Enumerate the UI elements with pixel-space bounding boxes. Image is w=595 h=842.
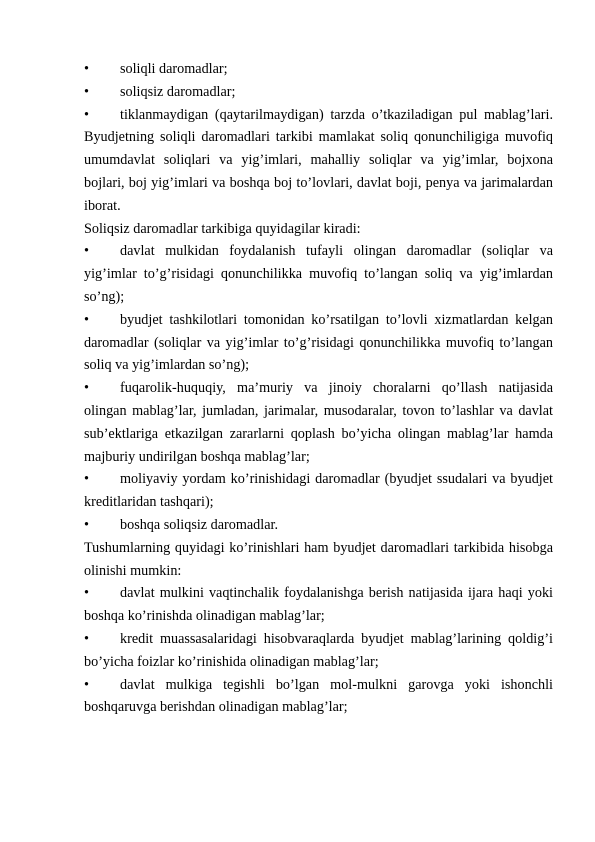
bullet-list-item	[84, 582, 553, 628]
list-item-text: moliyaviy yordam ko’rinishidagi daromadlar (byudjet ssudalari va byudjet kreditlaridan tashqari);	[84, 471, 553, 511]
bullet-glyph: •	[84, 380, 89, 397]
bullet-list-item	[84, 468, 553, 514]
bullet-glyph: •	[84, 106, 89, 123]
bullet-list-item	[84, 240, 553, 308]
list-item-text: soliqli daromadlar;	[120, 61, 228, 77]
bullet-list-item	[84, 514, 553, 537]
bullet-glyph: •	[84, 243, 89, 260]
list-item-text: tiklanmaydigan (qaytarilmaydigan) tarzda o’tkaziladigan pul mablag’lari. Byudjetning soliqli daromadlari tarkibi mamlakat soliq qonunchiligiga muvofiq umumdavlat soliqlari va yig’imlari, mahalliy soliqlar va yig’imlar, bojxona bojlari, boj yig’imlari va boshqa boj to’lovlari, davlat boji, penya va jarimalardan iborat.	[84, 106, 553, 214]
paragraph: Tushumlarning quyidagi ko’rinishlari ham byudjet daromadlari tarkibida hisobga olinishi mumkin:	[84, 539, 553, 579]
bullet-list-item	[84, 104, 553, 218]
list-item-text: davlat mulkidan foydalanish tufayli olingan daromadlar (soliqlar va yig’imlar to’g’risidagi qonunchilikka muvofiq to’langan soliq va yig’imlardan so’ng);	[84, 243, 553, 305]
bullet-list-item	[84, 58, 553, 81]
bullet-glyph: •	[84, 585, 89, 602]
list-item-text: fuqarolik-huquqiy, ma’muriy va jinoiy choralarni qo’llash natijasida olingan mablag’lar, jumladan, jarimalar, musodaralar, tovon to’lashlar va davlat sub’ektlariga etkazilgan zararlarni qoplash bo’yicha olingan mablag’lar hamda majburiy undirilgan boshqa mablag’lar;	[84, 380, 553, 465]
bullet-list-item	[84, 628, 553, 674]
bullet-list-item	[84, 377, 553, 468]
bullet-glyph: •	[84, 471, 89, 488]
paragraph: Soliqsiz daromadlar tarkibiga quyidagilar kiradi:	[84, 220, 361, 237]
list-item-text: soliqsiz daromadlar;	[120, 83, 236, 100]
bullet-glyph: •	[84, 311, 89, 328]
bullet-glyph: •	[84, 516, 89, 533]
bullet-list-item	[84, 81, 553, 104]
bullet-list-item	[84, 674, 553, 720]
bullet-glyph: •	[84, 676, 89, 693]
bullet-list-item	[84, 309, 553, 377]
list-item-text: davlat mulkini vaqtinchalik foydalanishga berish natijasida ijara haqi yoki boshqa ko’rinishda olinadigan mablag’lar;	[84, 585, 553, 625]
bullet-glyph: •	[84, 83, 89, 100]
list-item-text: davlat mulkiga tegishli bo’lgan mol-mulkni garovga yoki ishonchli boshqaruvga berishdan olinadigan mablag’lar;	[84, 676, 553, 716]
list-item-text: kredit muassasalaridagi hisobvaraqlarda byudjet mablag’larining qoldig’i bo’yicha foizlar ko’rinishida olinadigan mablag’lar;	[84, 630, 553, 670]
document-page	[84, 58, 553, 719]
bullet-glyph: •	[84, 630, 89, 647]
list-item-text: boshqa soliqsiz daromadlar.	[120, 516, 279, 533]
bullet-glyph: •	[84, 61, 89, 77]
list-item-text: byudjet tashkilotlari tomonidan ko’rsatilgan to’lovli xizmatlardan kelgan daromadlar (soliqlar va yig’imlar to’g’risidagi qonunchilikka muvofiq to’langan soliq va yig’imlardan so’ng);	[84, 311, 553, 374]
